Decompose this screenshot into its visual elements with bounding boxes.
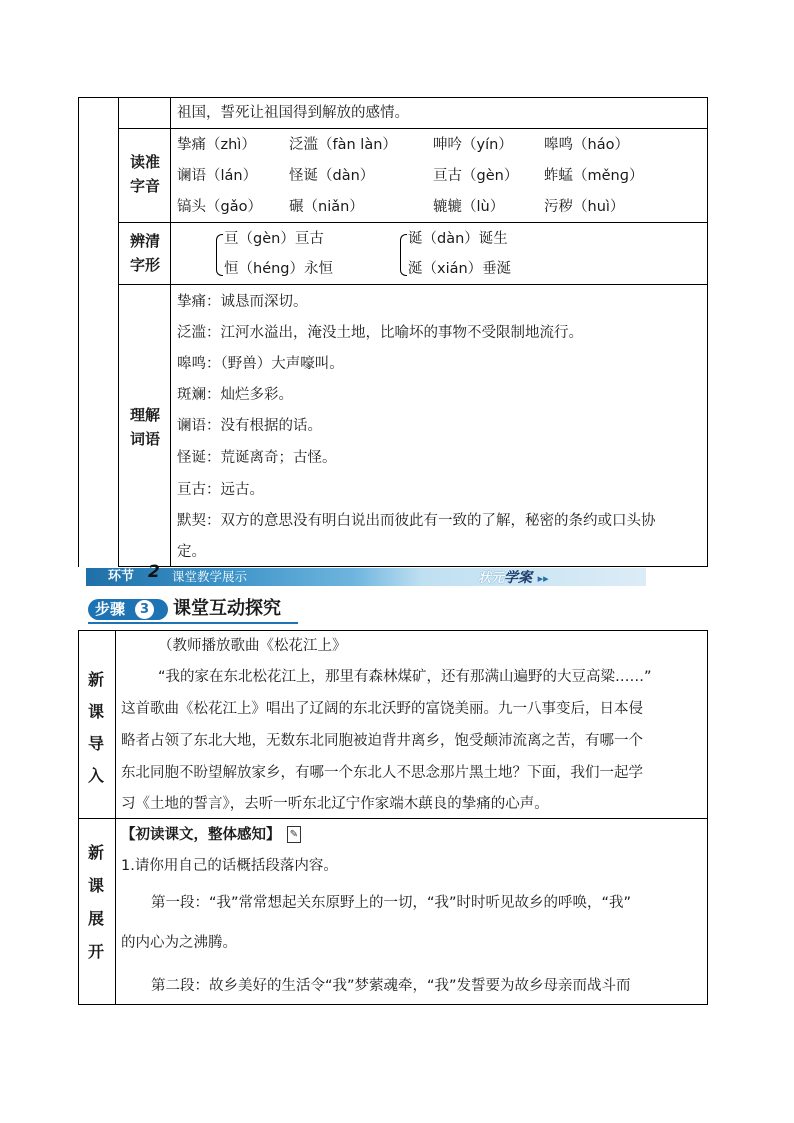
pron-item: 谰语（lán） [177,168,258,184]
banner-huanjie: 环节 [108,569,135,584]
row-label-words: 理解 词语 [129,406,160,448]
pron-item: 蚱蜢（měnɡ） [544,168,644,184]
pron-item: 镐头（gǎo） [177,199,262,215]
banner-title: 课堂教学展示 [172,569,248,584]
definition: 嗥鸣：（野兽）大声嚎叫。 [177,356,344,372]
form-item: 恒（héng）永恒 [224,261,334,277]
pron-item: 碾（niǎn） [289,199,364,215]
continued-text: 祖国，誓死让祖国得到解放的感情。 [177,105,409,121]
form-item: 涎（xián）垂涎 [408,261,512,277]
pron-item: 怪诞（dàn） [289,168,375,184]
step-underline [88,622,298,624]
pron-item: 亘古（gèn） [433,168,519,184]
step-title: 课堂互动探究 [173,598,281,619]
step-label: 步骤 [95,600,126,618]
definition: 谰语：没有根据的话。 [177,418,322,434]
brand-logo: 状元学案 ▸▸ [478,570,549,586]
form-item: 诞（dàn）诞生 [408,231,508,247]
definition: 斑斓：灿烂多彩。 [177,387,293,403]
definition: 泛滥：江河水溢出，淹没土地，比喻坏的事物不受限制地流行。 [177,325,583,341]
form-item: 亘（gèn）亘古 [224,231,324,247]
definition: 怪诞：荒诞离奇；古怪。 [177,450,337,466]
definition: 亘古：远古。 [177,482,264,498]
brace-icon [400,234,407,276]
brace-icon [216,234,223,276]
row-label-forms: 辨清 字形 [129,232,160,274]
section-banner [86,568,646,586]
step-number-icon: 3 [135,600,154,619]
definition: 定。 [177,544,206,560]
definition: 默契：双方的意思没有明白说出而彼此有一致的了解，秘密的条约或口头协 [177,513,656,529]
row-label-pronunciation: 读准 字音 [129,153,160,195]
pron-item: 挚痛（zhì） [177,137,256,153]
pen-icon: ✎ [287,826,301,843]
pron-item: 呻吟（yín） [433,137,513,153]
pron-item: 嗥鸣（háo） [544,137,629,153]
arrow-icon: ▸▸ [537,572,549,585]
pron-item: 泛滥（fàn làn） [289,137,397,153]
banner-number: 2 [148,562,160,582]
pron-item: 污秽（huì） [544,199,625,215]
definition: 挚痛：诚恳而深切。 [177,294,308,310]
pron-item: 辘辘（lù） [433,199,505,215]
